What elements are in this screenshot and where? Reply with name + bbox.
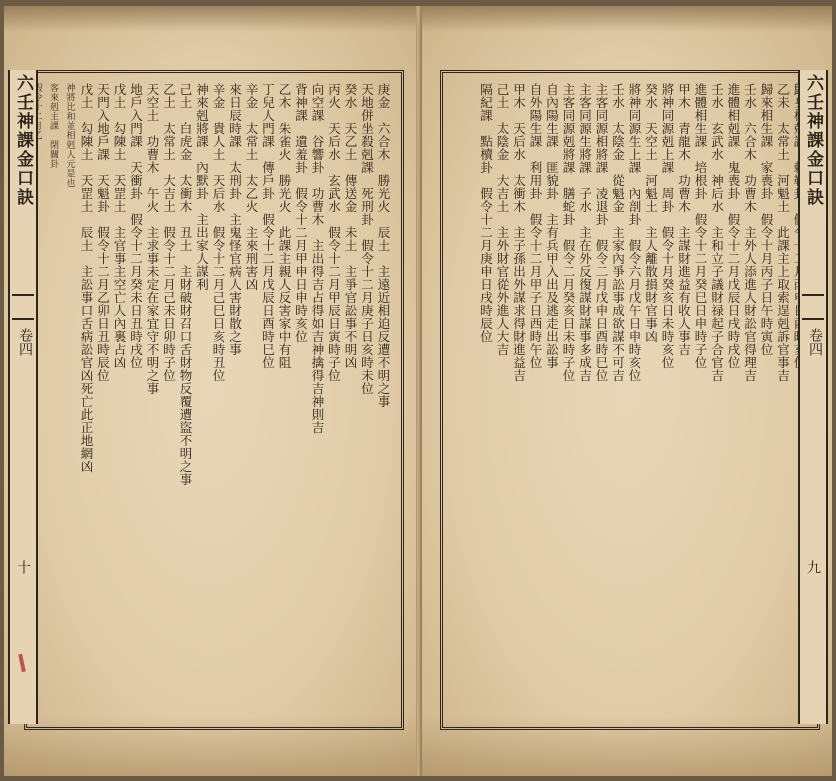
- annotation-column: 神將比和並相剋人元是也: [64, 83, 75, 188]
- text-column: 神來剋將課 內默卦 主出家人謀利: [194, 83, 210, 291]
- right-page: [420, 6, 832, 776]
- text-column: 進體相生課 培根卦 假令十二月癸巳日申時子位: [693, 83, 708, 369]
- annotation-column: 客來剋主課 閉關卦: [48, 83, 58, 169]
- text-column: 甲木 天后水 太衝木 主子孫出外謀求得財進益吉: [511, 83, 527, 382]
- text-column: 甲木 青龍木 功曹木 主謀財進益有收人事吉: [676, 83, 692, 356]
- text-columns: [471, 83, 807, 719]
- book-title: 六壬神課金口訣: [803, 74, 823, 207]
- text-column: 自內陽生課 匪貌卦 主有兵甲入出及逃走出訟事: [544, 83, 560, 369]
- fishtail-mark: [12, 294, 34, 320]
- text-column: 將神同源生上課 內剖卦 假令六月戊午日申時亥位: [627, 83, 642, 382]
- text-column: 丁兒人門課 傳戶卦 假令十二月戊辰日酉時巳位: [260, 83, 276, 369]
- text-column: 歸來相生課 家喪卦 假令十月丙子日午時寅位: [759, 83, 774, 356]
- text-column: 壬水 玄武水 神后水 主和立子議財禄起子合官吉: [709, 83, 725, 382]
- text-column: 乙未 太常土 河魁土 此課主上取索逞剋訴官事吉: [775, 83, 791, 382]
- text-frame: [440, 70, 820, 730]
- folio-number: 十: [15, 560, 31, 574]
- text-column: 天地併坐殺剋課 死刑卦 假令十二月庚子日亥時未位: [359, 83, 375, 395]
- text-column: 庚金 六合木 勝光火 辰土 主遠近相迫反遭不明之事: [376, 83, 391, 408]
- paper-stain: [420, 6, 832, 32]
- text-column: 辛金 太常土 太乙火 主來刑害凶: [244, 83, 259, 291]
- text-column: 主客同源生將課 子水 主在外反復謀財謀事多成吉: [577, 83, 593, 382]
- page-banner: [8, 70, 38, 724]
- text-column: 向空課 谷響卦 功曹木 主出得吉占得如吉神擒得吉神則吉: [310, 83, 325, 434]
- paper-stain: [4, 6, 416, 32]
- text-column: 進體相剋課 鬼喪卦 假令十二月戊辰日戌時戌位: [726, 83, 741, 369]
- text-column: 主客同源剋將課 膳蛇卦 假令二月癸亥日未時子位: [561, 83, 576, 382]
- fishtail-mark: [802, 294, 824, 320]
- text-column: 癸水 天空土 河魁土 主人離散損財官事凶: [643, 83, 659, 343]
- text-column: 隔紀課 點櫝卦 假令十二月庚申日戌時辰位: [478, 83, 494, 343]
- text-column: 乙木 朱雀火 勝光火 此課主親人反害家中有阻: [277, 83, 292, 369]
- text-column: 天空土 功曹木 午火 主求事未定在家宜守不明之事: [145, 83, 160, 395]
- text-column: 將神同源剋上課 周卦 假令十月癸亥日未時亥位: [660, 83, 675, 369]
- text-column: 己土 太陰金 大吉土 主外財官從外進人大吉: [495, 83, 510, 356]
- text-column: 地戶入門課 天衝卦 假令十二月癸未日丑時戌位: [128, 83, 144, 369]
- text-column: 壬水 太陰金 從魁金 主家內爭訟事成欲謀不可吉: [610, 83, 626, 382]
- text-column: 主客同源相將課 凌退卦 假令二月戊申日酉時巳位: [594, 83, 609, 382]
- left-page: [4, 6, 416, 776]
- text-columns: [48, 83, 391, 719]
- book-title: 六壬神課金口訣: [13, 74, 33, 207]
- text-frame: [24, 70, 404, 730]
- text-column: 自外陽生課 利用卦 假令十二月甲子日西時午位: [528, 83, 543, 369]
- text-column: 天門入地戶課 天魁卦 假令十二月乙卯日丑時辰位: [95, 83, 111, 382]
- text-column: 背神課 遺羞卦 假令十二月甲申日申時亥位: [293, 83, 309, 343]
- text-column: 乙土 太常土 大吉土 假令十二月己未日卯時子位: [161, 83, 177, 382]
- text-column: 來日辰時課 太刑卦 主鬼怪官病人害財散之事: [227, 83, 243, 356]
- text-column: 辛金 貴人土 天后水 假令十二月己巳日亥時丑位: [211, 83, 226, 382]
- text-column: 戊土 勾陳土 天罡土 辰土 主訟事口舌病訟官凶死亡此正地網凶: [79, 83, 94, 473]
- text-column: 戊土 勾陳土 天罡土 主官事主空亡人內裏占凶: [112, 83, 127, 369]
- page-banner: [798, 70, 828, 724]
- text-column: 己土 白虎金 太衝木 丑土 主財破財召口舌財物反覆遭盜不明之事: [178, 83, 193, 486]
- text-column: 癸水 天乙土 傳送金 未土 主爭官訟事不明凶: [343, 83, 358, 369]
- text-column: 丙火 天后水 玄武水 假令十二月甲辰日寅時子位: [326, 83, 342, 382]
- text-column: 壬水 六合木 功曹木 主外人添進人財訟官得理吉: [742, 83, 758, 382]
- folio-number: 九: [805, 560, 821, 574]
- volume-label: 卷四: [17, 328, 33, 356]
- volume-label: 卷四: [807, 328, 823, 356]
